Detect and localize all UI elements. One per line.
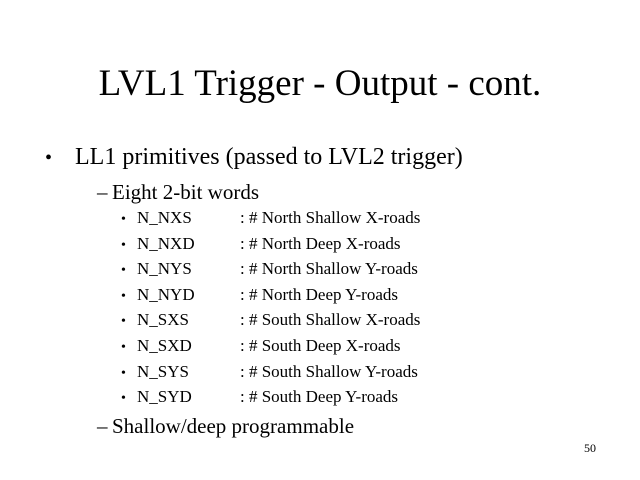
primitive-name: N_NXS	[137, 208, 192, 227]
bullet-dot-icon: •	[121, 365, 126, 381]
bullet-dot-icon: •	[121, 339, 126, 355]
bullet-dot-icon: •	[121, 237, 126, 253]
subbullet-text: Eight 2-bit words	[112, 180, 259, 204]
primitive-row	[121, 231, 541, 257]
primitive-description: : # South Deep Y-roads	[240, 387, 399, 407]
primitive-row	[121, 359, 541, 385]
primitive-description: : # South Deep X-roads	[240, 335, 401, 355]
bullet-dot-icon: •	[121, 263, 126, 279]
dash-marker-icon: –	[97, 414, 108, 438]
bullet-dot-icon: •	[45, 147, 53, 169]
primitive-row	[121, 256, 541, 282]
primitive-description: : # North Shallow Y-roads	[240, 259, 418, 279]
page-number: 50	[584, 441, 596, 455]
slide-title: LVL1 Trigger - Output - cont.	[98, 63, 542, 104]
bullet-dot-icon: •	[121, 391, 126, 407]
primitive-description: : # South Shallow X-roads	[240, 310, 421, 330]
primitive-name: N_NYD	[137, 284, 195, 304]
bullet-dot-icon: •	[121, 314, 126, 330]
bullet-item-ll1-primitives	[45, 143, 463, 173]
primitive-name: N_SXD	[137, 335, 192, 355]
primitive-description: : # North Shallow X-roads	[240, 208, 421, 227]
primitive-row	[121, 205, 541, 231]
bullet-dot-icon: •	[121, 288, 126, 304]
primitive-row	[121, 307, 541, 333]
primitive-name: N_SXS	[137, 310, 189, 330]
primitive-description: : # North Deep X-roads	[240, 233, 401, 253]
primitive-name: N_NXD	[137, 233, 195, 253]
primitive-name: N_SYD	[137, 387, 192, 407]
primitive-description: : # South Shallow Y-roads	[240, 361, 418, 381]
dash-marker-icon: –	[97, 180, 108, 204]
primitive-description: : # North Deep Y-roads	[240, 284, 398, 304]
bullet-dot-icon: •	[121, 212, 126, 227]
bullet-item-text: LL1 primitives (passed to LVL2 trigger)	[75, 144, 463, 170]
primitive-row	[121, 282, 541, 308]
subbullet-shallow-deep	[97, 413, 354, 439]
primitive-row	[121, 384, 541, 410]
subbullet-eight-words	[97, 179, 259, 205]
primitive-name: N_NYS	[137, 259, 192, 279]
subbullet-text: Shallow/deep programmable	[112, 414, 355, 438]
primitive-list	[121, 205, 541, 410]
primitive-name: N_SYS	[137, 361, 189, 381]
primitive-row	[121, 333, 541, 359]
